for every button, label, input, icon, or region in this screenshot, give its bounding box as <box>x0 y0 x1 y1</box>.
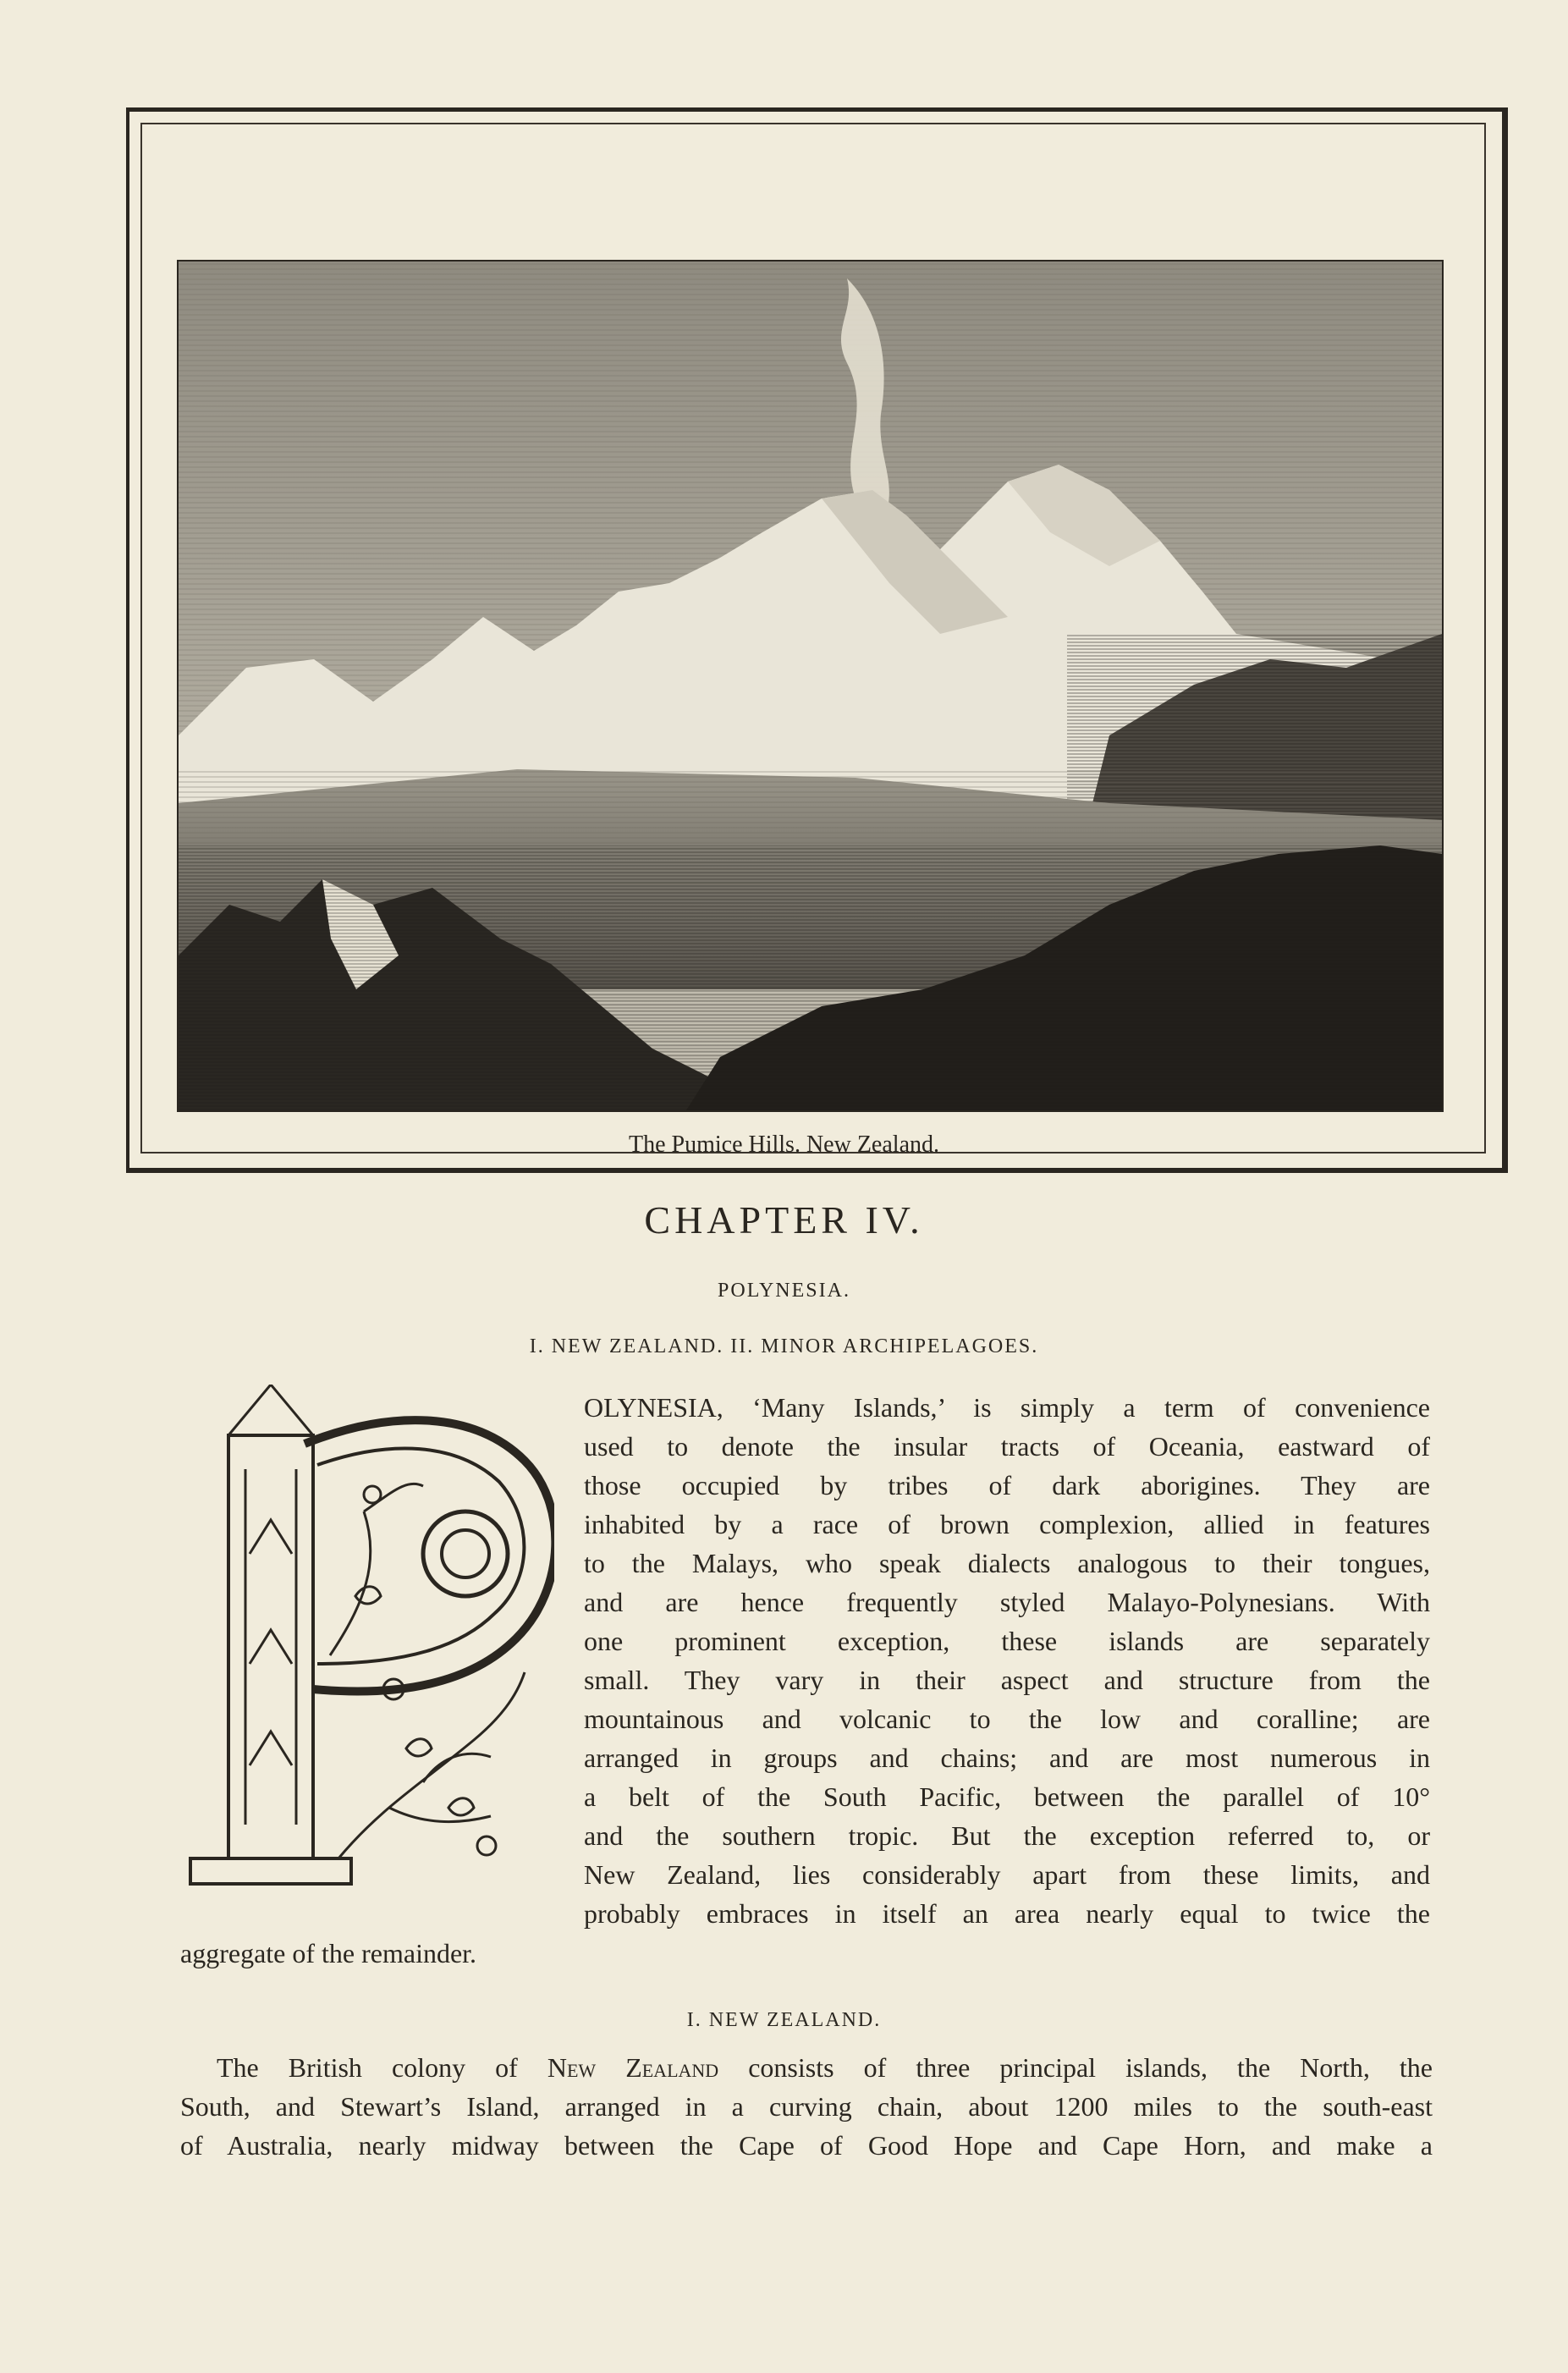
intro-line-11: a belt of the South Pacific, between the parallel of 10° <box>584 1781 1430 1812</box>
intro-line-1: OLYNESIA, ‘Many Islands,’ is simply a term of convenience <box>584 1392 1430 1423</box>
intro-line-5: to the Malays, who speak dialects analogous to their tongues, <box>584 1548 1430 1578</box>
intro-line-8: small. They vary in their aspect and structure from the <box>584 1665 1430 1695</box>
decorated-initial-p-image <box>169 1385 554 1902</box>
intro-line-2: used to denote the insular tracts of Oceania, eastward of <box>584 1431 1430 1462</box>
section-line-1-end: consists of three principal islands, the North, the <box>718 2052 1433 2083</box>
intro-line-6: and are hence frequently styled Malayo-Polynesians. With <box>584 1587 1430 1617</box>
ornamental-initial-p <box>169 1385 554 1902</box>
chapter-contents: I. NEW ZEALAND. II. MINOR ARCHIPELAGOES. <box>529 1335 1039 1357</box>
intro-line-12: and the southern tropic. But the exception referred to, or <box>584 1820 1430 1851</box>
intro-line-14: probably embraces in itself an area nearly equal to twice the <box>584 1898 1430 1929</box>
intro-line-9: mountainous and volcanic to the low and coralline; are <box>584 1704 1430 1734</box>
engraving-image <box>179 262 1442 1110</box>
intro-line-7: one prominent exception, these islands are separately <box>584 1626 1430 1656</box>
intro-line-3: those occupied by tribes of dark aborigines. They are <box>584 1470 1430 1500</box>
illustration-caption: The Pumice Hills. New Zealand. <box>628 1131 939 1158</box>
section-heading: I. NEW ZEALAND. <box>686 2009 882 2031</box>
intro-line-4: inhabited by a race of brown complexion, allied in features <box>584 1509 1430 1539</box>
intro-line-10: arranged in groups and chains; and are most numerous in <box>584 1743 1430 1773</box>
section-line-2: South, and Stewart’s Island, arranged in a curving chain, about 1200 miles to the south-east <box>180 2091 1433 2122</box>
pumice-hills-engraving <box>177 260 1444 1112</box>
intro-tail-line: aggregate of the remainder. <box>180 1938 477 1968</box>
section-line-3: of Australia, nearly midway between the Cape of Good Hope and Cape Horn, and make a <box>180 2130 1433 2161</box>
intro-line-13: New Zealand, lies considerably apart from these limits, and <box>584 1859 1430 1890</box>
chapter-subtitle: POLYNESIA. <box>718 1280 850 1302</box>
section-line-1 <box>217 2048 1433 2087</box>
new-zealand-smallcaps: New Zealand <box>547 2052 719 2083</box>
section-line-1-start: The British colony of <box>217 2052 547 2083</box>
chapter-title: CHAPTER IV. <box>644 1198 924 1242</box>
